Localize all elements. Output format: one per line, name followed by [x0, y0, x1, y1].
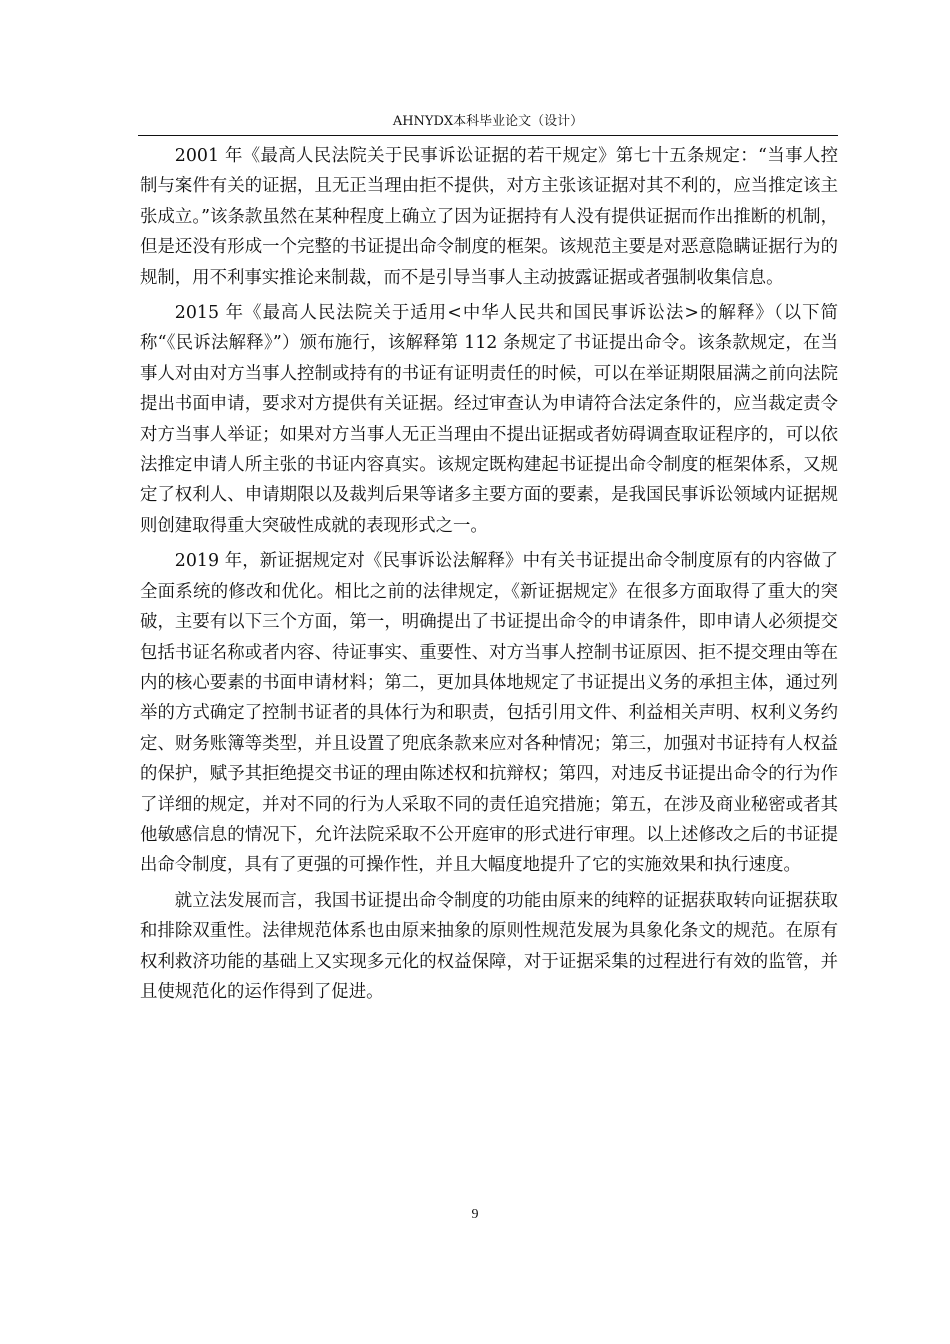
page-number: 9: [471, 1207, 479, 1222]
paragraph-2001: 2001 年《最高人民法院关于民事诉讼证据的若干规定》第七十五条规定：“当事人控制与案件有关的证据，且无正当理由拒不提供，对方主张该证据对其不利的，应当推定该主张成立。”该条款虽然在某种程度上确立了因为证据持有人没有提供证据而作出推断的机制，但是还没有形成一个完整的书证提出命令制度的框架。该规范主要是对恶意隐瞒证据行为的规制，用不利事实推论来制裁，而不是引导当事人主动披露证据或者强制收集信息。: [140, 146, 838, 288]
paragraph-2015: 2015 年《最高人民法院关于适用<中华人民共和国民事诉讼法>的解释》（以下简称“《民诉法解释》”）颁布施行，该解释第 112 条规定了书证提出命令。该条款规定，在当事人对由对方当事人控制或持有的书证有证明责任的时候，可以在举证期限届满之前向法院提出书面申请，要求对方提供有关证据。经过审查认为申请符合法定条件的，应当裁定责令对方当事人举证；如果对方当事人无正当理由不提出证据或者妨碍调查取证程序的，可以依法推定申请人所主张的书证内容真实。该规定既构建起书证提出命令制度的框架体系，又规定了权利人、申请期限以及裁判后果等诸多主要方面的要素，是我国民事诉讼领域内证据规则创建取得重大突破性成就的表现形式之一。: [140, 303, 838, 536]
running-header: AHNYDX本科毕业论文（设计）: [392, 114, 584, 129]
paragraph-2019: 2019 年，新证据规定对《民事诉讼法解释》中有关书证提出命令制度原有的内容做了全面系统的修改和优化。相比之前的法律规定，《新证据规定》在很多方面取得了重大的突破，主要有以下三个方面，第一，明确提出了书证提出命令的申请条件，即申请人必须提交包括书证名称或者内容、待证事实、重要性、对方当事人控制书证原因、拒不提交理由等在内的核心要素的书面申请材料；第二，更加具体地规定了书证提出义务的承担主体，通过列举的方式确定了控制书证者的具体行为和职责，包括引用文件、利益相关声明、权利义务约定、财务账簿等类型，并且设置了兜底条款来应对各种情况；第三，加强对书证持有人权益的保护，赋予其拒绝提交书证的理由陈述权和抗辩权；第四，对违反书证提出命令的行为作了详细的规定，并对不同的行为人采取不同的责任追究措施；第五，在涉及商业秘密或者其他敏感信息的情况下，允许法院采取不公开庭审的形式进行审理。以上述修改之后的书证提出命令制度，具有了更强的可操作性，并且大幅度地提升了它的实施效果和执行速度。: [140, 551, 838, 876]
header-rule: [138, 135, 838, 136]
body-text: [140, 141, 838, 1012]
paragraph-legislative-development: 就立法发展而言，我国书证提出命令制度的功能由原来的纯粹的证据获取转向证据获取和排除双重性。法律规范体系也由原来抽象的原则性规范发展为具象化条文的规范。在原有权利救济功能的基础上又实现多元化的权益保障，对于证据采集的过程进行有效的监管，并且使规范化的运作得到了促进。: [140, 890, 838, 1002]
